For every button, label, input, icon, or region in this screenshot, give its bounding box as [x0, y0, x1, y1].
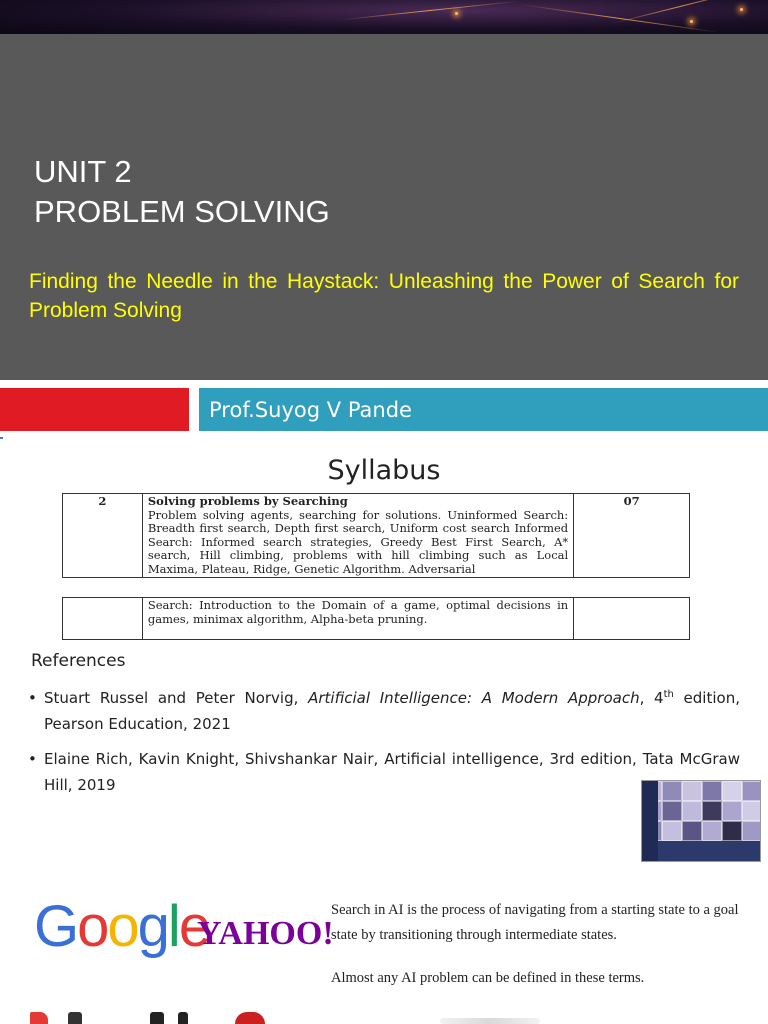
module-hours-cell: [574, 598, 690, 640]
list-item: [28, 685, 740, 737]
slide-subtitle: Finding the Needle in the Haystack: Unleashing the Power of Search for Problem Solving: [29, 270, 739, 322]
decorative-sparkle-banner: [0, 0, 768, 34]
partial-logos-row: [30, 1012, 330, 1024]
red-accent-bar: [0, 388, 189, 431]
module-number-cell: [63, 598, 143, 640]
table-row: [63, 598, 690, 640]
book-cover-image: [641, 780, 761, 862]
module-content-cell: Search: Introduction to the Domain of a game, optimal decisions in games, minimax algorithm, Alpha-beta pruning.: [142, 598, 573, 640]
google-letter: e: [178, 894, 210, 959]
table-row: [63, 494, 690, 578]
module-hours-cell: 07: [574, 494, 690, 578]
google-letter: g: [137, 894, 168, 959]
faded-text-line: [440, 1018, 540, 1024]
search-definition-block: [331, 898, 751, 991]
google-letter: o: [107, 894, 138, 959]
unit-number: UNIT 2: [34, 154, 132, 189]
references-list: [28, 685, 740, 807]
slide-divider-mark: [0, 437, 3, 439]
google-letter: G: [34, 894, 78, 959]
reference-authors: Stuart Russel and Peter Norvig,: [44, 689, 309, 707]
bullet-icon: •: [28, 689, 37, 707]
module-number-cell: 2: [63, 494, 143, 578]
module-content-cell: [142, 494, 573, 578]
syllabus-heading: Syllabus: [327, 455, 441, 486]
reference-edition-suffix: th: [663, 689, 674, 700]
list-item: [28, 746, 740, 798]
google-letter: o: [77, 894, 108, 959]
author-name: Prof.Suyog V Pande: [209, 397, 412, 422]
yahoo-logo: YAHOO!: [197, 915, 334, 952]
reference-edition-number: , 4: [639, 689, 664, 707]
module-content-title: Solving problems by Searching: [147, 494, 348, 508]
syllabus-table: [62, 493, 690, 578]
bullet-icon: •: [28, 750, 37, 768]
author-bar: [199, 388, 768, 431]
reference-text: Elaine Rich, Kavin Knight, Shivshankar Nair, Artificial intelligence, 3rd edition, Tata McGraw Hill, 2019: [44, 750, 740, 794]
references-heading: References: [31, 651, 126, 671]
syllabus-table-continued: [62, 597, 690, 640]
reference-publisher: edition, Pearson Education, 2021: [44, 689, 740, 733]
unit-name: PROBLEM SOLVING: [34, 193, 330, 229]
reference-title: Artificial Intelligence: A Modern Approach: [308, 689, 640, 707]
search-note: Almost any AI problem can be defined in these terms.: [331, 970, 645, 986]
google-letter: l: [167, 894, 179, 959]
module-content-body: Problem solving agents, searching for solutions. Uninformed Search: Breadth first search, Depth first search, Uniform cost search Informed Search: Informed search strategies, Greedy Best First Search, A* search, Hill climbing, problems with hill climbing such as Local Maxima, Plateau, Ridge, Genetic Algorithm. Adversarial: [147, 507, 569, 576]
google-logo: [34, 893, 209, 960]
search-definition: Search in AI is the process of navigating from a starting state to a goal state by transitioning through intermediate states.: [331, 902, 739, 943]
unit-title: [34, 152, 330, 231]
